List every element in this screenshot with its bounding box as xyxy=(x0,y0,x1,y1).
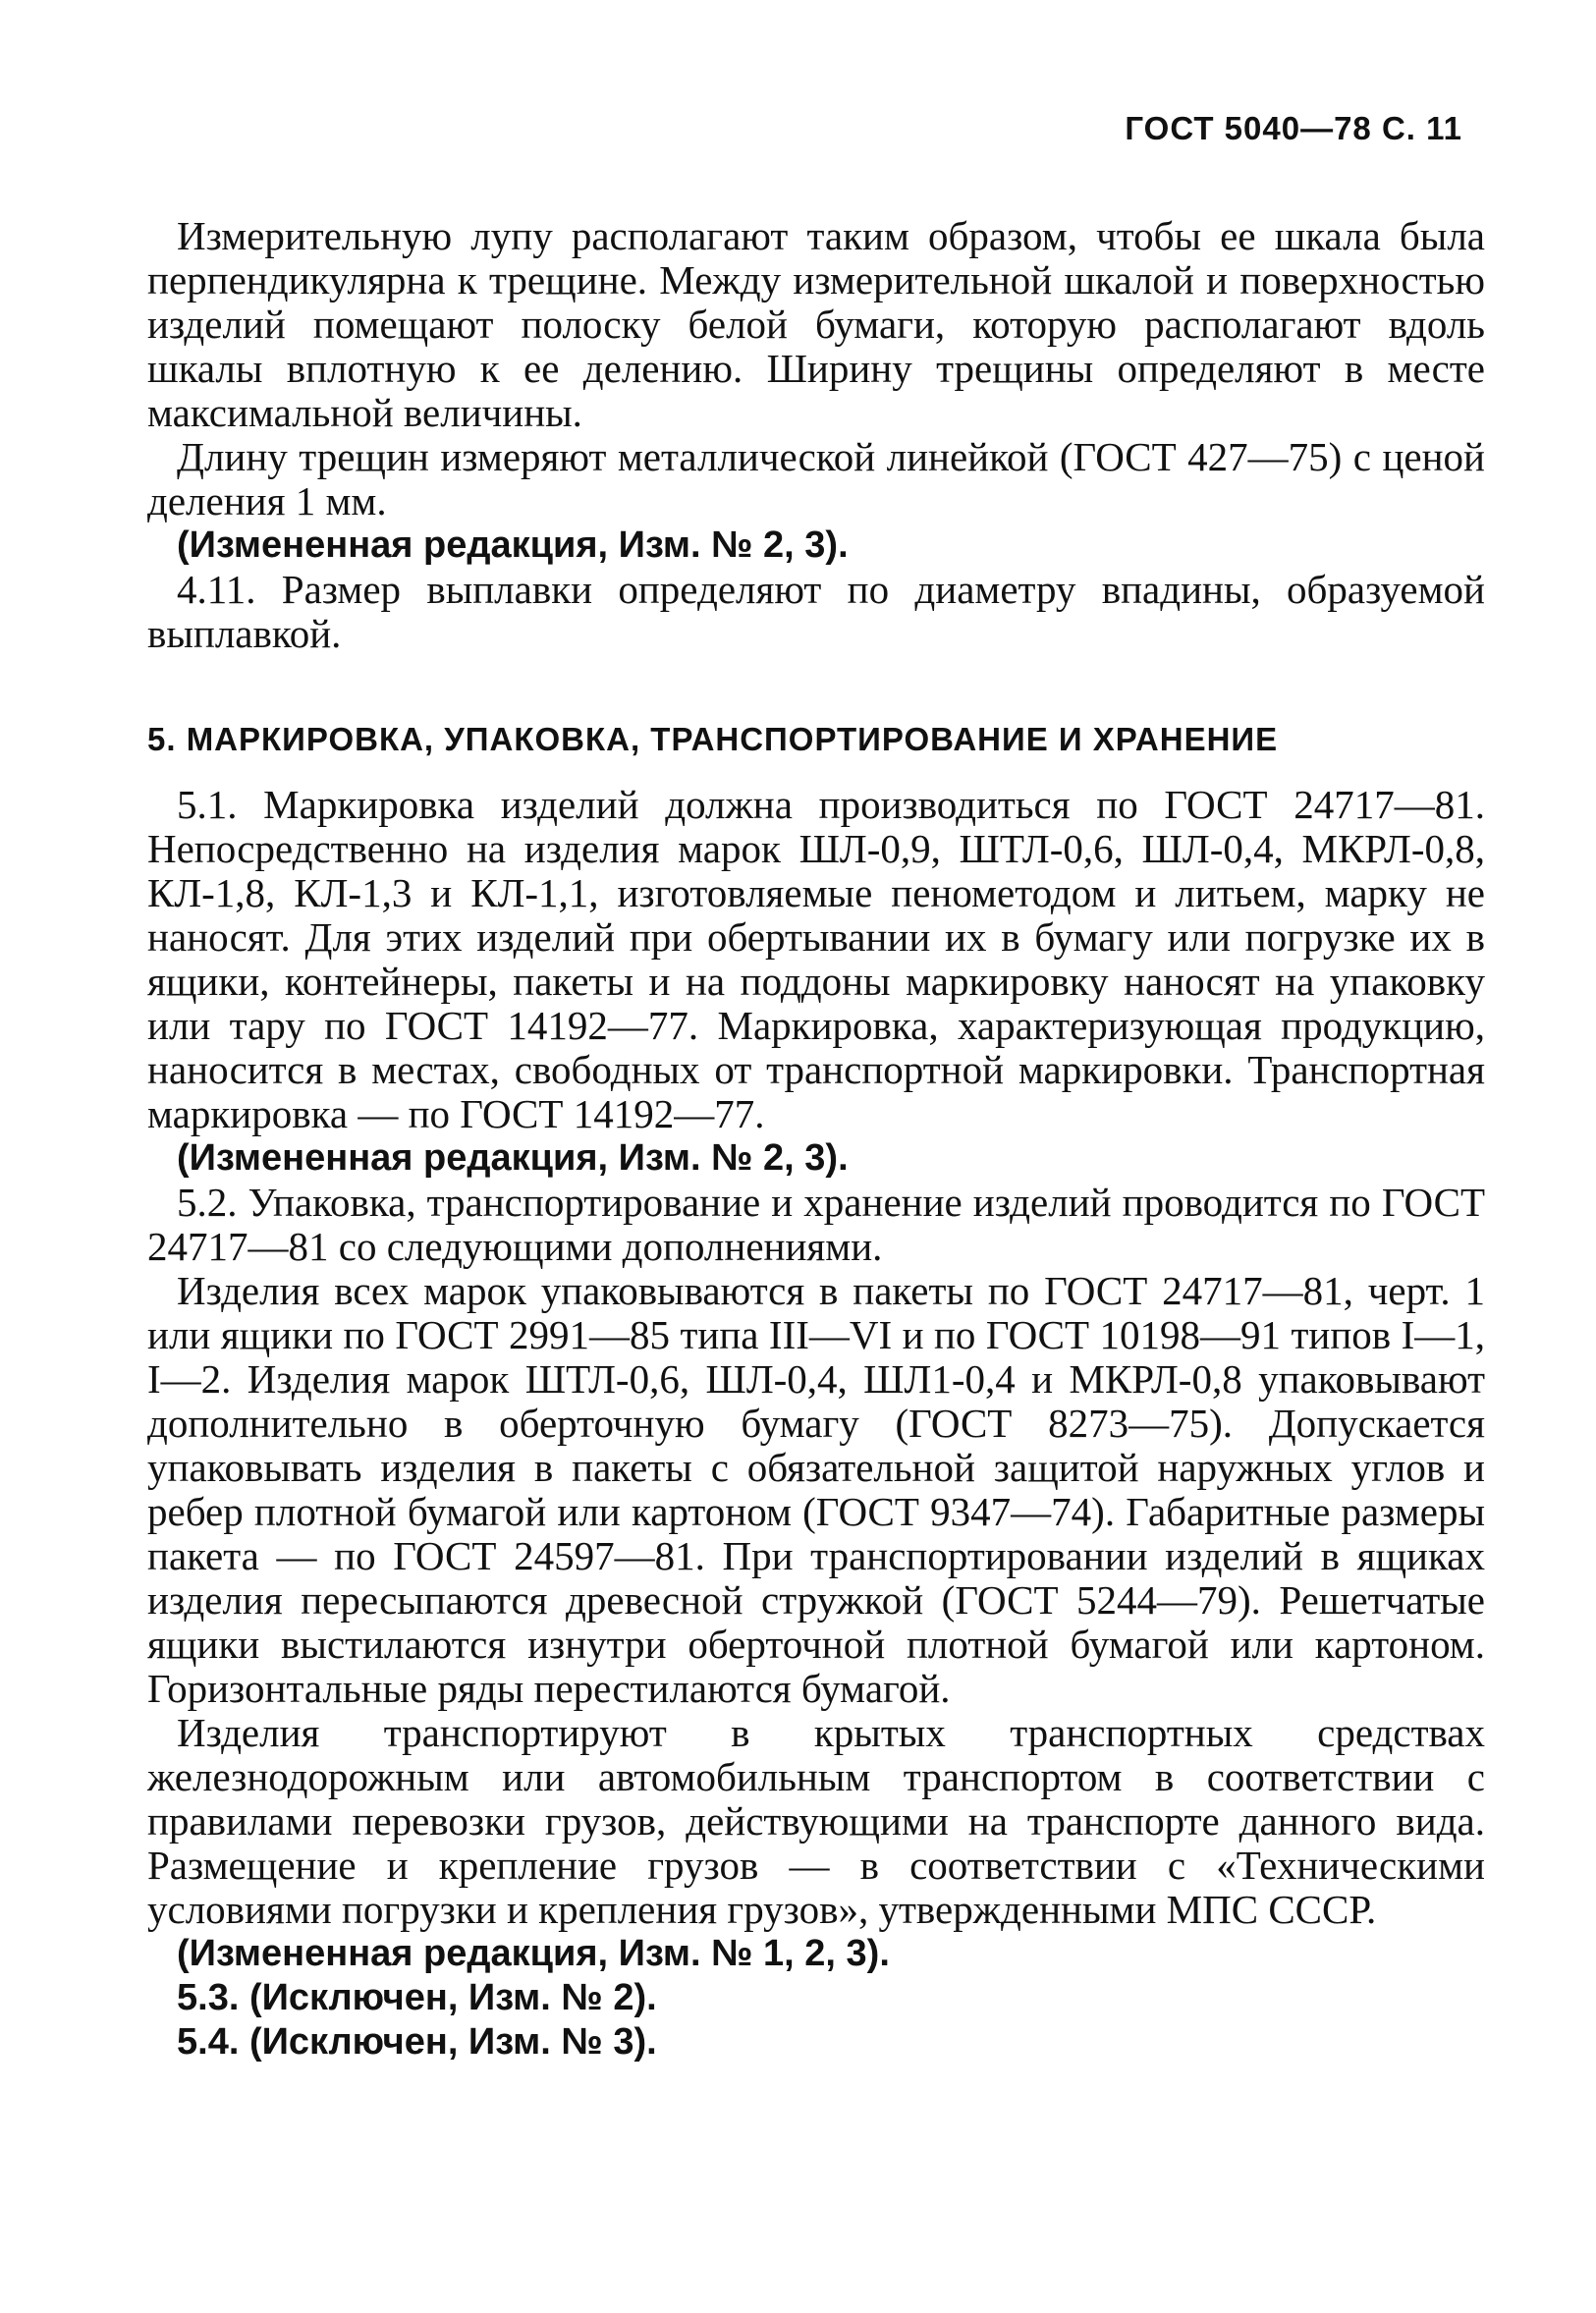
paragraph-5-2: 5.2. Упаковка, транспортирование и хранение изделий проводится по ГОСТ 24717—81 со следующими дополнениями. xyxy=(147,1180,1485,1269)
paragraph-crack-length: Длину трещин измеряют металлической линейкой (ГОСТ 427—75) с ценой деления 1 мм. xyxy=(147,434,1485,523)
paragraph-5-4: 5.4. (Исключен, Изм. № 3). xyxy=(177,2021,657,2063)
page-header: ГОСТ 5040—78 С. 11 xyxy=(1125,110,1462,146)
paragraph-loupe: Измерительную лупу располагают таким образом, чтобы ее шкала была перпендикулярна к трещине. Между измерительной шкалой и поверхностью изделий помещают полоску белой бумаги, которую располагают вдоль шкалы вплотную к ее делению. Ширину трещины определяют в месте максимальной величины. xyxy=(147,213,1485,435)
paragraph-5-1: 5.1. Маркировка изделий должна производиться по ГОСТ 24717—81. Непосредственно на изделия марок ШЛ-0,9, ШТЛ-0,6, ШЛ-0,4, МКРЛ-0,8, КЛ-1,8, КЛ-1,3 и КЛ-1,1, изготовляемые пенометодом и литьем, марку не наносят. Для этих изделий при обертывании их в бумагу или погрузке их в ящики, контейнеры, пакеты и на поддоны маркировку наносят на упаковку или тару по ГОСТ 14192—77. Маркировка, характеризующая продукцию, наносится в местах, свободных от транспортной маркировки. Транспортная маркировка — по ГОСТ 14192—77. xyxy=(147,782,1485,1136)
paragraph-5-3: 5.3. (Исключен, Изм. № 2). xyxy=(177,1977,657,2018)
paragraph-transport: Изделия транспортируют в крытых транспортных средствах железнодорожным или автомобильным транспортом в соответствии с правилами перевозки грузов, действующими на транспорте данного вида. Размещение и крепление грузов — в соответствии с «Техническими условиями погрузки и крепления грузов», утвержденными МПС СССР. xyxy=(147,1710,1485,1932)
amendment-note: (Измененная редакция, Изм. № 2, 3). xyxy=(177,524,849,566)
amendment-note: (Измененная редакция, Изм. № 2, 3). xyxy=(177,1137,849,1179)
paragraph-packing: Изделия всех марок упаковываются в пакеты по ГОСТ 24717—81, черт. 1 или ящики по ГОСТ 2991—85 типа III—VI и по ГОСТ 10198—91 типов I—1, I—2. Изделия марок ШТЛ-0,6, ШЛ-0,4, ШЛ1-0,4 и МКРЛ-0,8 упаковывают дополнительно в оберточную бумагу (ГОСТ 8273—75). Допускается упаковывать изделия в пакеты с обязательной защитой наружных углов и ребер плотной бумагой или картоном (ГОСТ 9347—74). Габаритные размеры пакета — по ГОСТ 24597—81. При транспортировании изделий в ящиках изделия пересыпаются древесной стружкой (ГОСТ 5244—79). Решетчатые ящики выстилаются изнутри оберточной плотной бумагой или картоном. Горизонтальные ряды перестилаются бумагой. xyxy=(147,1268,1485,1711)
paragraph-4-11: 4.11. Размер выплавки определяют по диаметру впадины, образуемой выплавкой. xyxy=(147,567,1485,656)
section-heading-5: 5. МАРКИРОВКА, УПАКОВКА, ТРАНСПОРТИРОВАНИЕ И ХРАНЕНИЕ xyxy=(147,721,1279,757)
amendment-note: (Измененная редакция, Изм. № 1, 2, 3). xyxy=(177,1933,890,1974)
document-body xyxy=(147,214,1485,2065)
